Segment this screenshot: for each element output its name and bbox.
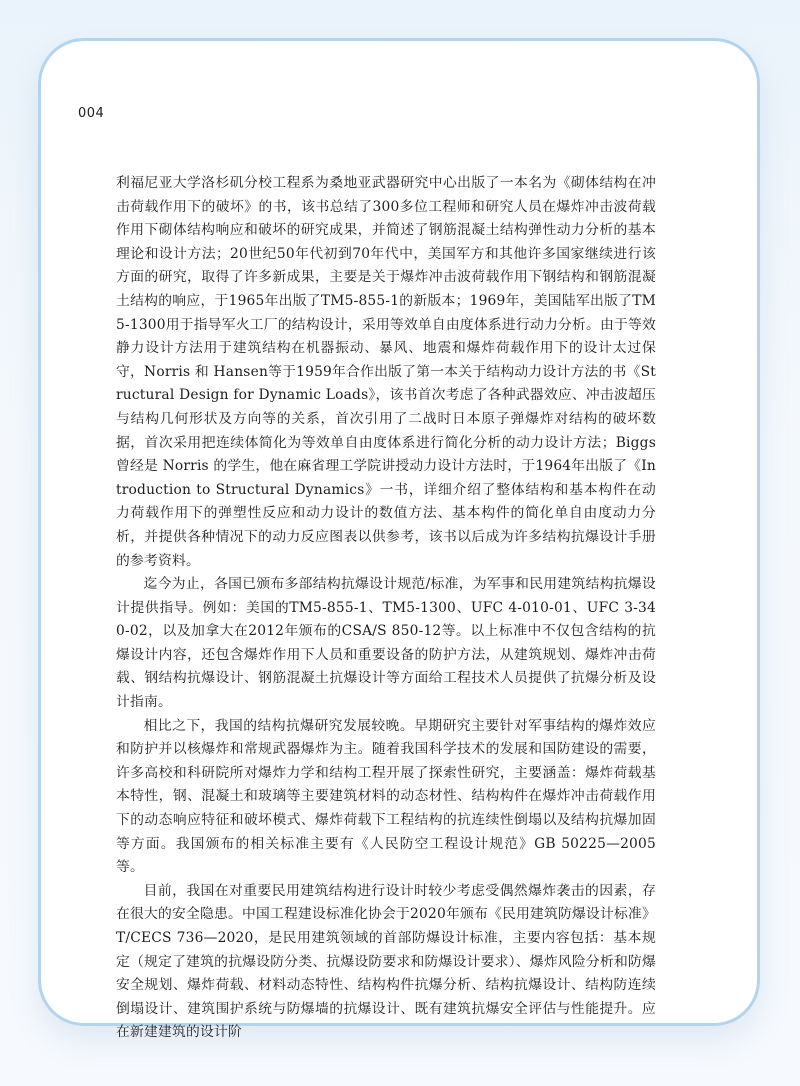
- body-text: [116, 172, 656, 1045]
- paragraph-4: 目前，我国在对重要民用建筑结构进行设计时较少考虑受偶然爆炸袭击的因素，存在很大的安全隐患。中国工程建设标准化协会于2020年颁布《民用建筑防爆设计标准》T/CECS 736—2020，是民用建筑领域的首部防爆设计标准，主要内容包括：基本规定（规定了建筑的抗爆设防分类、抗爆设防要求和防爆设计要求）、爆炸风险分析和防爆安全规划、爆炸荷载、材料动态特性、结构构件抗爆分析、结构抗爆设计、结构防连续倒塌设计、建筑围护系统与防爆墙的抗爆设计、既有建筑抗爆安全评估与性能提升。应在新建建筑的设计阶: [116, 882, 656, 1041]
- paragraph-3: 相比之下，我国的结构抗爆研究发展较晚。早期研究主要针对军事结构的爆炸效应和防护并以核爆炸和常规武器爆炸为主。随着我国科学技术的发展和国防建设的需要，许多高校和科研院所对爆炸力学和结构工程开展了探索性研究，主要涵盖：爆炸荷载基本特性，钢、混凝土和玻璃等主要建筑材料的动态材性、结构构件在爆炸冲击荷载作用下的动态响应特征和破坏模式、爆炸荷载下工程结构的抗连续性倒塌以及结构抗爆加固等方面。我国颁布的相关标准主要有《人民防空工程设计规范》GB 50225—2005等。: [116, 717, 656, 876]
- paragraph-1: 利福尼亚大学洛杉矶分校工程系为桑地亚武器研究中心出版了一本名为《砌体结构在冲击荷载作用下的破坏》的书，该书总结了300多位工程师和研究人员在爆炸冲击波荷载作用下砌体结构响应和破坏的研究成果，并简述了钢筋混凝土结构弹性动力分析的基本理论和设计方法；20世纪50年代初到70年代中，美国军方和其他许多国家继续进行该方面的研究，取得了许多新成果，主要是关于爆炸冲击波荷载作用下钢结构和钢筋混凝土结构的响应，于1965年出版了TM5-855-1的新版本；1969年，美国陆军出版了TM5-1300用于指导军火工厂的结构设计，采用等效单自由度体系进行动力分析。由于等效静力设计方法用于建筑结构在机器振动、暴风、地震和爆炸荷载作用下的设计太过保守，Norris 和 Hansen等于1959年合作出版了第一本关于结构动力设计方法的书《Structural Design for Dynamic Loads》，该书首次考虑了各种武器效应、冲击波超压与结构几何形状及方向等的关系，首次引用了二战时日本原子弹爆炸对结构的破坏数据，首次采用把连续体简化为等效单自由度体系进行简化分析的动力设计方法；Biggs 曾经是 Norris 的学生，他在麻省理工学院讲授动力设计方法时，于1964年出版了《Introduction to Structural Dynamics》一书，详细介绍了整体结构和基本构件在动力荷载作用下的弹塑性反应和动力设计的数值方法、基本构件的简化单自由度动力分析，并提供各种情况下的动力反应图表以供参考，该书以后成为许多结构抗爆设计手册的参考资料。: [116, 175, 656, 569]
- paragraph-2: 迄今为止，各国已颁布多部结构抗爆设计规范/标准，为军事和民用建筑结构抗爆设计提供指导。例如：美国的TM5-855-1、TM5-1300、UFC 4-010-01、UFC 3-340-02，以及加拿大在2012年颁布的CSA/S 850-12等。以上标准中不仅包含结构的抗爆设计内容，还包含爆炸作用下人员和重要设备的防护方法，从建筑规划、爆炸冲击荷载、钢结构抗爆设计、钢筋混凝土抗爆设计等方面给工程技术人员提供了抗爆分析及设计指南。: [116, 576, 656, 711]
- page-number: 004: [78, 106, 105, 121]
